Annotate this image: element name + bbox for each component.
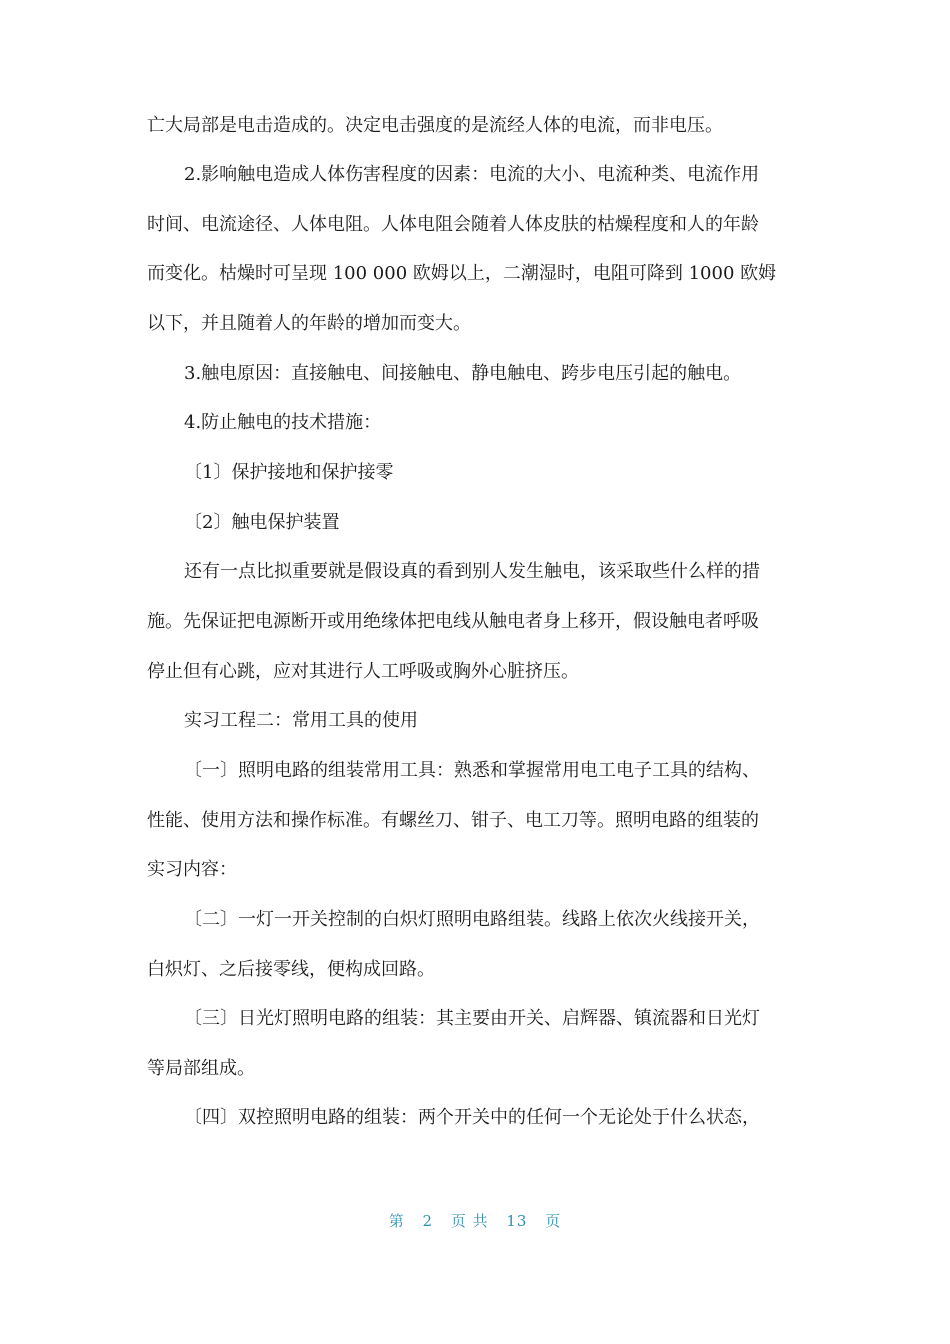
paragraph-line: 时间、电流途径、人体电阻。人体电阻会随着人体皮肤的枯燥程度和人的年龄 <box>147 214 759 235</box>
paragraph-line: 白炽灯、之后接零线，便构成回路。 <box>147 959 435 980</box>
paragraph-line: 施。先保证把电源断开或用绝缘体把电线从触电者身上移开，假设触电者呼吸 <box>147 611 759 632</box>
paragraph-line: 停止但有心跳，应对其进行人工呼吸或胸外心脏挤压。 <box>147 661 579 682</box>
paragraph-line: 2.影响触电造成人体伤害程度的因素：电流的大小、电流种类、电流作用 <box>184 164 760 185</box>
paragraph-line: 3.触电原因：直接触电、间接触电、静电触电、跨步电压引起的触电。 <box>184 363 742 384</box>
paragraph-line: 〔2〕触电保护装置 <box>184 512 340 533</box>
paragraph-line: 性能、使用方法和操作标准。有螺丝刀、钳子、电工刀等。照明电路的组装的 <box>147 810 759 831</box>
paragraph-line: 〔三〕日光灯照明电路的组装：其主要由开关、启辉器、镇流器和日光灯 <box>184 1008 760 1029</box>
total-pages-number: 13 <box>506 1212 528 1230</box>
paragraph-line: 4.防止触电的技术措施： <box>184 412 382 433</box>
paragraph-line: 〔一〕照明电路的组装常用工具：熟悉和掌握常用电工电子工具的结构、 <box>184 760 760 781</box>
page-label-mid: 页 共 <box>450 1212 489 1230</box>
section-heading: 实习工程二：常用工具的使用 <box>184 710 418 731</box>
paragraph-line: 实习内容： <box>147 859 237 880</box>
paragraph-line: 还有一点比拟重要就是假设真的看到别人发生触电，该采取些什么样的措 <box>184 561 760 582</box>
paragraph-line: 以下，并且随着人的年龄的增加而变大。 <box>147 313 471 334</box>
paragraph-line: 〔二〕一灯一开关控制的白炽灯照明电路组装。线路上依次火线接开关， <box>184 909 760 930</box>
paragraph-line: 亡大局部是电击造成的。决定电击强度的是流经人体的电流，而非电压。 <box>147 115 723 136</box>
paragraph-line: 而变化。枯燥时可呈现 100 000 欧姆以上，二潮湿时，电阻可降到 1000 欧姆 <box>147 263 777 284</box>
paragraph-line: 〔四〕双控照明电路的组装：两个开关中的任何一个无论处于什么状态， <box>184 1107 760 1128</box>
page-footer <box>0 1210 950 1231</box>
paragraph-line: 等局部组成。 <box>147 1058 255 1079</box>
page-label-suffix: 页 <box>545 1212 562 1230</box>
paragraph-line: 〔1〕保护接地和保护接零 <box>184 462 394 483</box>
page-label-prefix: 第 <box>388 1212 405 1230</box>
current-page-number: 2 <box>422 1212 434 1230</box>
